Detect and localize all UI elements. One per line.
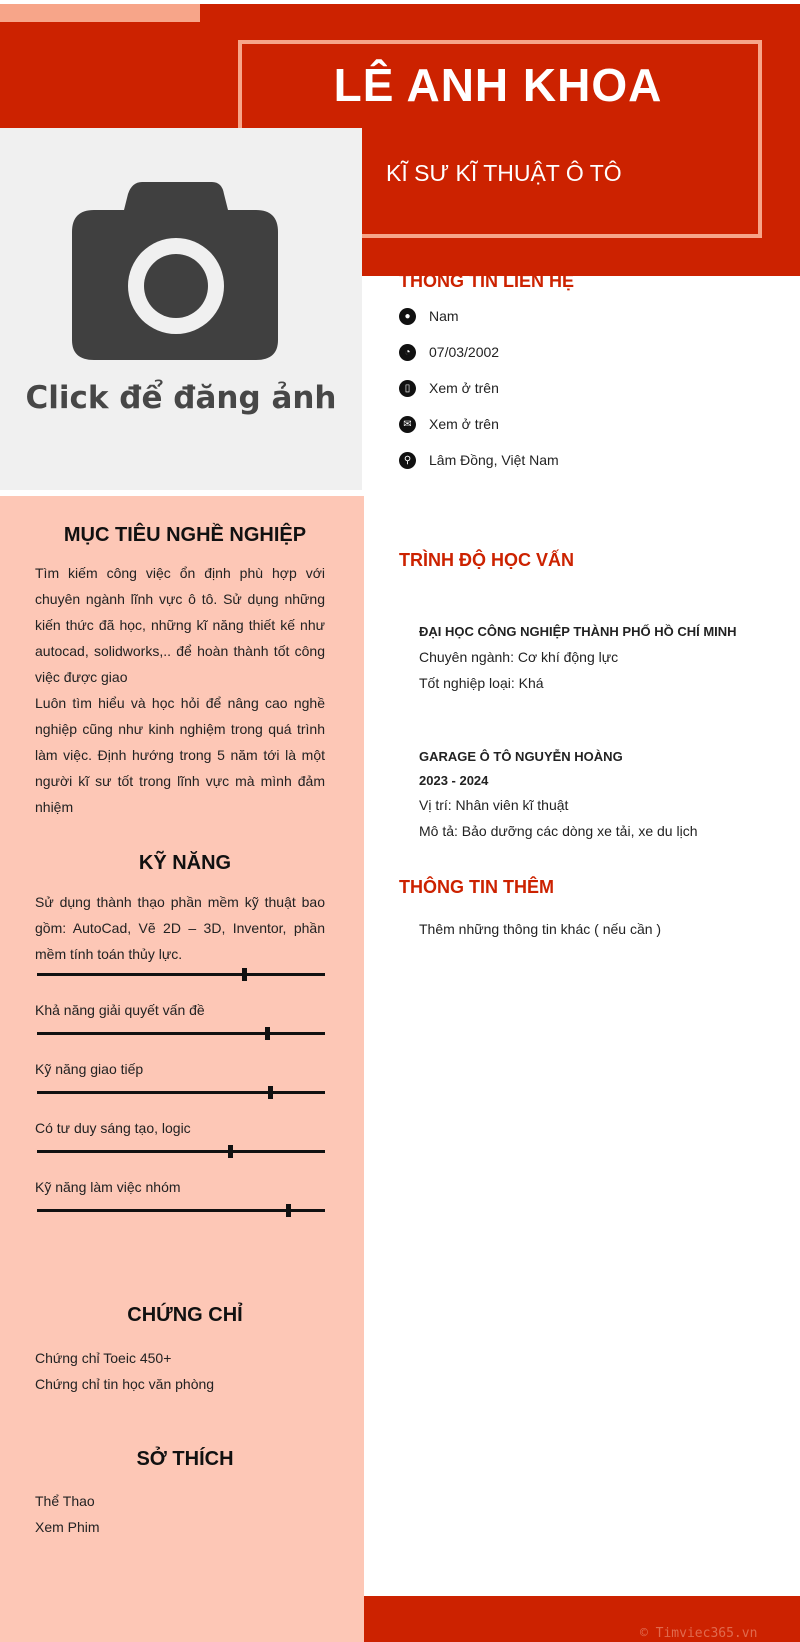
extra-text: Thêm những thông tin khác ( nếu cần ): [419, 921, 662, 937]
skills-title: KỸ NĂNG: [138, 852, 232, 874]
contact-email: [399, 413, 499, 435]
contact-value: Xem ở trên: [429, 416, 499, 432]
skill-bar-knob: [228, 1145, 233, 1158]
job-title: KĨ SƯ KĨ THUẬT Ô TÔ: [386, 160, 622, 186]
candidate-name: LÊ ANH KHOA: [333, 59, 663, 111]
header-accent-tab: [0, 4, 200, 22]
contact-birthday: [399, 341, 499, 363]
work-description: Mô tả: Bảo dưỡng các dòng xe tải, xe du lịch: [419, 823, 698, 839]
skill-bar: [37, 1209, 325, 1212]
skill-label: Khả năng giải quyết vấn đề: [35, 1002, 205, 1018]
education-grade: Tốt nghiệp loại: Khá: [419, 675, 544, 691]
certificate-item: Chứng chỉ tin học văn phòng: [35, 1376, 215, 1392]
objective-title: MỤC TIÊU NGHỀ NGHIỆP: [63, 524, 307, 546]
location-icon: ⚲: [399, 452, 416, 469]
photo-upload-label[interactable]: Click để đăng ảnh: [25, 380, 337, 416]
skill-label: Kỹ năng giao tiếp: [35, 1061, 144, 1077]
email-icon: ✉: [399, 416, 416, 433]
contact-title: THÔNG TIN LIÊN HỆ: [399, 271, 574, 291]
person-icon: ●: [399, 308, 416, 325]
skill-bar: [37, 1091, 325, 1094]
work-period: 2023 - 2024: [419, 773, 489, 788]
hobby-item: Thể Thao: [35, 1493, 95, 1509]
skill-bar: [37, 973, 325, 976]
work-position: Vị trí: Nhân viên kĩ thuật: [419, 797, 569, 813]
skill-label: Có tư duy sáng tạo, logic: [35, 1120, 191, 1136]
skills-intro: Sử dụng thành thạo phần mềm kỹ thuật bao gồm: AutoCad, Vẽ 2D – 3D, Inventor, phần mềm tính toán thủy lực.: [35, 894, 325, 962]
work-place: GARAGE Ô TÔ NGUYỄN HOÀNG: [419, 749, 623, 764]
education-school: ĐẠI HỌC CÔNG NGHIỆP THÀNH PHỐ HỒ CHÍ MINH: [419, 624, 737, 639]
watermark: © Timviec365.vn: [640, 1626, 758, 1641]
skill-bar: [37, 1032, 325, 1035]
hobbies-title: SỞ THÍCH: [136, 1448, 234, 1470]
education-major: Chuyên ngành: Cơ khí động lực: [419, 649, 619, 665]
skill-bar-knob: [286, 1204, 291, 1217]
contact-value: Xem ở trên: [429, 380, 499, 396]
contact-address: [399, 449, 559, 471]
skill-bar-knob: [268, 1086, 273, 1099]
hobby-item: Xem Phim: [35, 1519, 100, 1535]
phone-icon: ▯: [399, 380, 416, 397]
skill-bar-knob: [265, 1027, 270, 1040]
contact-phone: [399, 377, 499, 399]
extra-title: THÔNG TIN THÊM: [399, 877, 554, 897]
certificates-title: CHỨNG CHỈ: [127, 1304, 243, 1326]
certificate-item: Chứng chỉ Toeic 450+: [35, 1350, 172, 1366]
contact-gender: [399, 305, 459, 327]
contact-value: Nam: [429, 308, 459, 324]
education-title: TRÌNH ĐỘ HỌC VẤN: [399, 550, 574, 570]
skill-bar-knob: [242, 968, 247, 981]
camera-icon[interactable]: [72, 182, 280, 362]
clock-icon: ◔: [399, 344, 416, 361]
objective-text: Tìm kiếm công việc ổn định phù hợp với chuyên ngành lĩnh vực ô tô. Sử dụng những kiến thức đã học, những kĩ năng thiết kế như autocad, solidworks,.. để hoàn thành tốt công việc được giao Luôn tìm hiểu và học hỏi để nâng cao nghề nghiệp cũng như kinh nghiệm trong quá trình làm việc. Định hướng trong 5 năm tới là một người kĩ sư tốt trong lĩnh vực mà mình đảm nhiệm: [35, 565, 325, 815]
contact-value: Lâm Đồng, Việt Nam: [429, 452, 559, 468]
skill-label: Kỹ năng làm việc nhóm: [35, 1179, 181, 1195]
contact-value: 07/03/2002: [429, 344, 500, 360]
skill-bar: [37, 1150, 325, 1153]
